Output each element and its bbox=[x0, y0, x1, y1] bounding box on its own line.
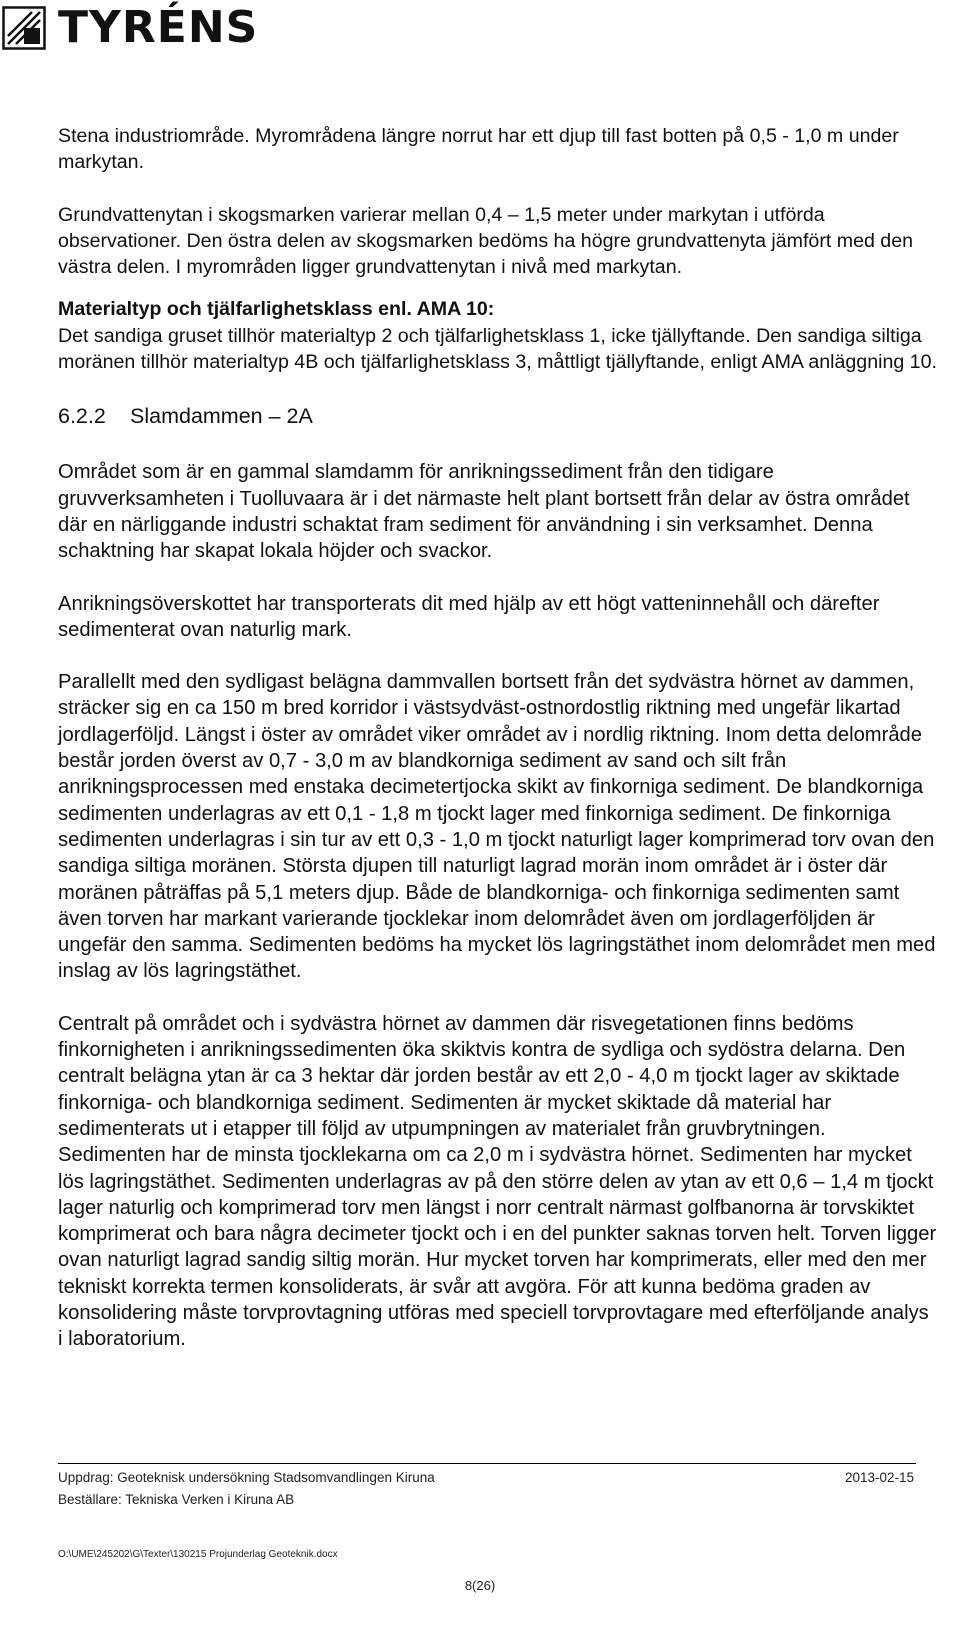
material-heading: Materialtyp och tjälfarlighetsklass enl. AMA 10: bbox=[58, 298, 495, 321]
body-paragraph: Parallellt med den sydligast belägna dammvallen bortsett från det sydvästra hörnet av dammen, sträcker sig en ca 150 m bred korridor i västsydväst-ostnordostlig riktning med ungefär likartad jordlagerföljd. Längst i öster av området viker området av i nordlig riktning. Inom detta delområde består jorden överst av 0,7 - 3,0 m av blandkorniga sediment av sand och silt från anrikningsprocessen med enstaka decimetertjocka skikt av finkorniga sediment. De blandkorniga sedimenten underlagras av ett 0,1 - 1,8 m tjockt lager med finkorniga sediment. De finkorniga sedimenten underlagras i sin tur av ett 0,3 - 1,0 m tjockt naturligt lager komprimerad torv ovan den sandiga siltiga moränen. Största djupen till naturligt lagrad morän inom området är i öster där moränen påträffas på 5,1 meters djup. Både de blandkorniga- och finkorniga sedimenten samt även torven har markant varierande tjocklekar inom delområdet även om jordlagerföljden är ungefär den samma. Sedimenten bedöms ha mycket lös lagringstäthet inom delområdet men med inslag av lös lagringstäthet. bbox=[58, 671, 936, 983]
document-body bbox=[58, 123, 938, 1353]
body-paragraph: Anrikningsöverskottet har transporterats dit med hjälp av ett högt vatteninnehåll och därefter sedimenterat ovan naturlig mark. bbox=[58, 592, 880, 641]
body-paragraph: Området som är en gammal slamdamm för anrikningssediment från den tidigare gruvverksamheten i Tuolluvaara är i det närmaste helt plant bortsett från delar av östra området där en närliggande industri schaktat fram sediment för användning i sin verksamhet. Denna schaktning har skapat lokala höjder och svackor. bbox=[58, 461, 910, 563]
intro-paragraph-1: Stena industriområde. Myrområdena längre norrut har ett djup till fast botten på 0,5 - 1,0 m under markytan. bbox=[58, 125, 899, 174]
tyrens-logo-icon bbox=[2, 6, 46, 50]
footer-date: 2013-02-15 bbox=[844, 1470, 914, 1485]
section-heading bbox=[58, 401, 938, 431]
footer-assignment: Uppdrag: Geoteknisk undersökning Stadsomvandlingen Kiruna bbox=[58, 1470, 435, 1485]
footer-client: Beställare: Tekniska Verken i Kiruna AB bbox=[58, 1492, 295, 1507]
logo-text: TYRÉNS bbox=[58, 2, 259, 53]
body-paragraph: Centralt på området och i sydvästra hörnet av dammen där risvegetationen finns bedöms finkornigheten i anrikningssedimenten öka skiktvis kontra de sydliga och sydöstra delarna. Den centralt belägna ytan är ca 3 hektar där jorden består av ett 2,0 - 4,0 m tjockt lager av skiktade finkorniga- och blandkorniga sediment. Sedimenten är mycket skiktade då material har sedimenterats ut i etapper till följd av utpumpningen av materialet från gruvbrytningen. Sedimenten har de minsta tjocklekarna om ca 2,0 m i sydvästra hörnet. Sedimenten har mycket lös lagringstäthet. Sedimenten underlagras av på den större delen av ytan av ett 0,6 – 1,4 m tjockt lager naturlig och komprimerad torv men längst i norr centralt närmast golfbanorna är torvskiktet komprimerat och bara några decimeter tjockt och i en del punkter saknas torven helt. Torven ligger ovan naturligt lagrad sandig siltig morän. Hur mycket torven har komprimerats, eller med den mer tekniskt korrekta termen konsoliderats, är svår att avgöra. För att kunna bedöma graden av konsolidering måste torvprovtagning utföras med speciell torvprovtagare med efterföljande analys i laboratorium. bbox=[58, 1012, 937, 1351]
file-path: O:\UME\245202\G\Texter\130215 Projunderlag Geoteknik.docx bbox=[58, 1549, 338, 1560]
section-title: Slamdammen – 2A bbox=[130, 404, 313, 429]
company-logo bbox=[2, 4, 258, 52]
page-number: 8(26) bbox=[464, 1578, 496, 1593]
intro-paragraph-2: Grundvattenytan i skogsmarken varierar mellan 0,4 – 1,5 meter under markytan i utförda observationer. Den östra delen av skogsmarken bedöms ha högre grundvattenyta jämfört med den västra delen. I myrområden ligger grundvattenytan i nivå med markytan. bbox=[58, 203, 913, 279]
page-footer bbox=[58, 1463, 916, 1507]
section-number: 6.2.2 bbox=[58, 404, 106, 429]
material-text: Det sandiga gruset tillhör materialtyp 2 och tjälfarlighetsklass 1, icke tjällyftande. Den sandiga siltiga moränen tillhör materialtyp 4B och tjälfarlighetsklass 3, måttligt tjällyftande, enligt AMA anläggning 10. bbox=[58, 324, 937, 374]
